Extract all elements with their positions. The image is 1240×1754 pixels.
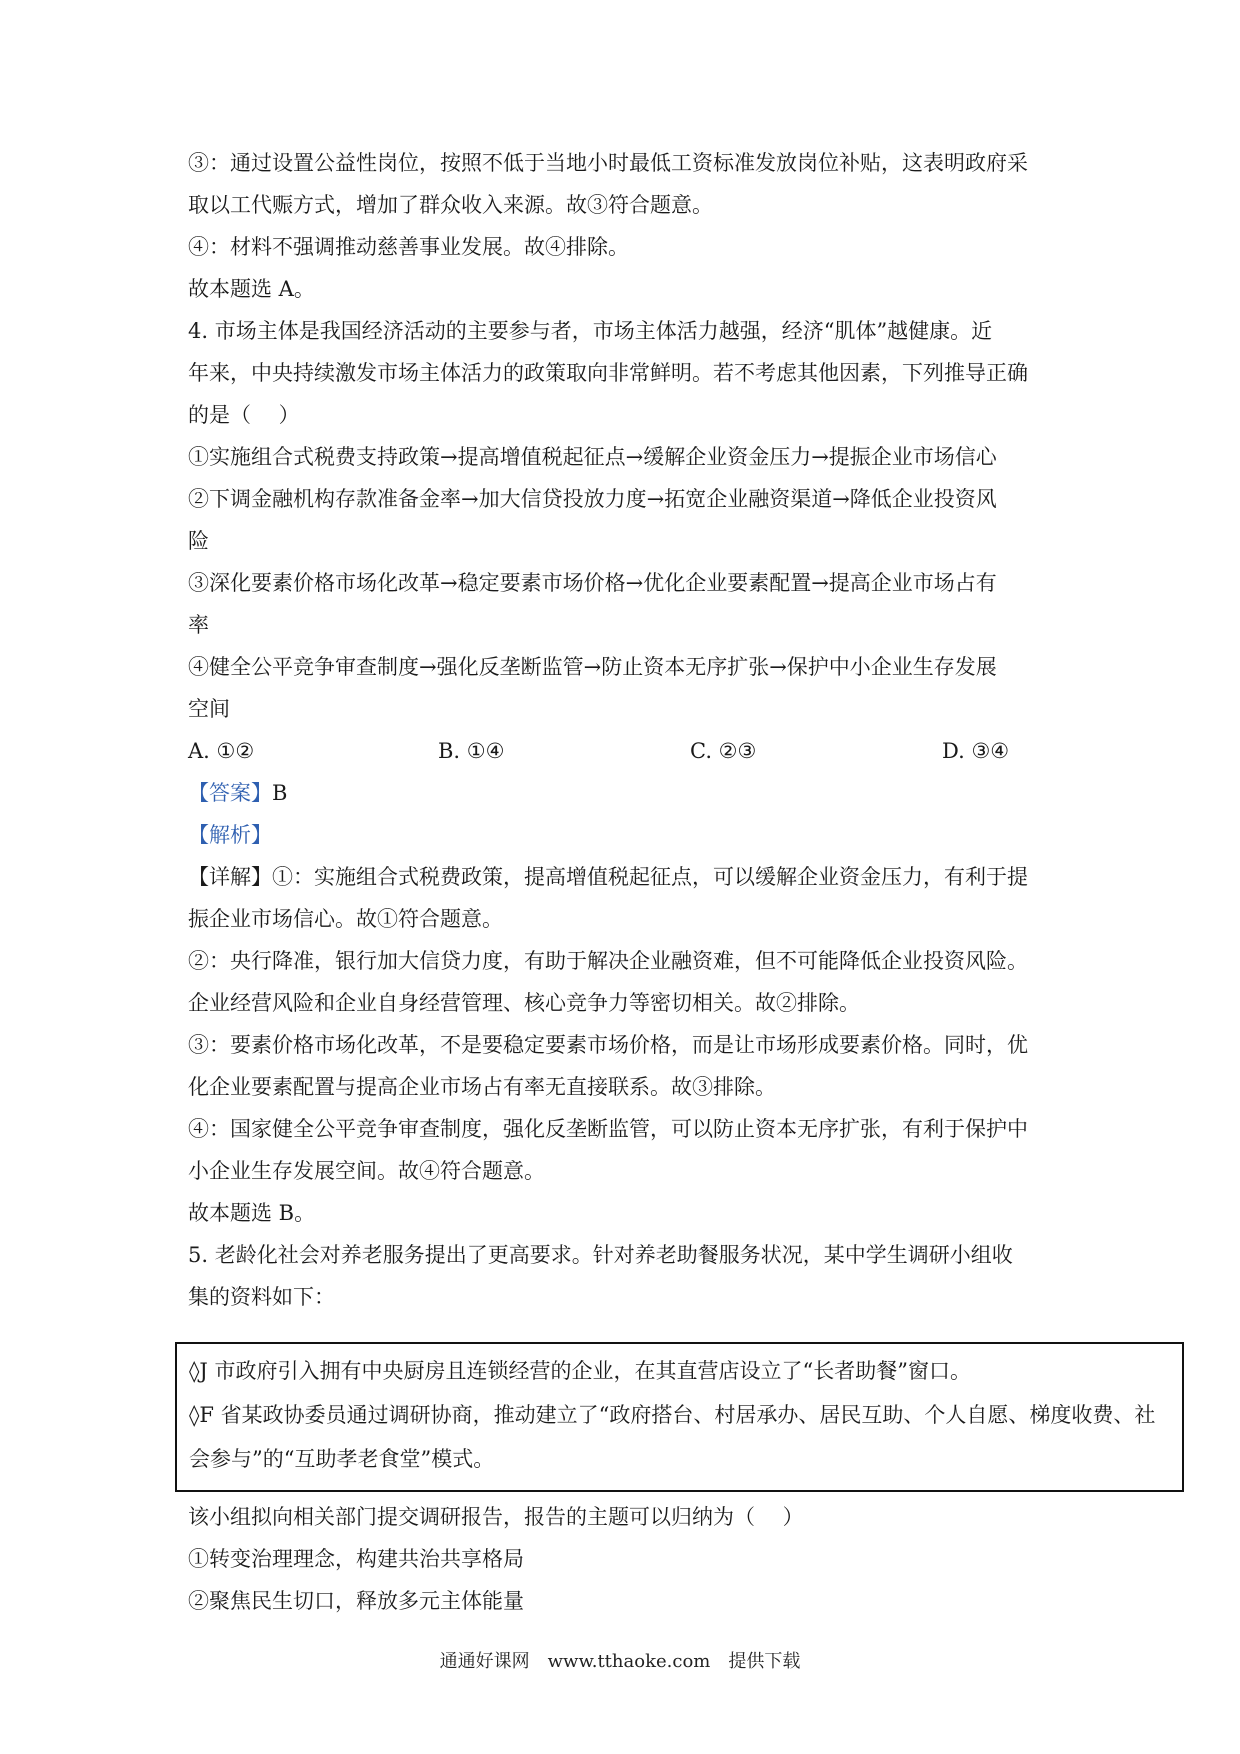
statement-line: ②聚焦民生切口，释放多元主体能量 [188, 1589, 524, 1613]
statement-line: 率 [188, 613, 209, 637]
statement-line: ②下调金融机构存款准备金率→加大信贷投放力度→拓宽企业融资渠道→降低企业投资风 [188, 487, 997, 511]
question-5-line: 5. 老龄化社会对养老服务提出了更高要求。针对养老助餐服务状况，某中学生调研小组收 [188, 1243, 1013, 1267]
detail-line: 化企业要素配置与提高企业市场占有率无直接联系。故③排除。 [188, 1075, 776, 1099]
material-line: 会参与”的“互助孝老食堂”模式。 [189, 1447, 495, 1471]
analysis-tag: 【解析】 [188, 823, 272, 847]
detail-line: ④：国家健全公平竞争审查制度，强化反垄断监管，可以防止资本无序扩张，有利于保护中 [188, 1117, 1028, 1141]
material-line: ◊J 市政府引入拥有中央厨房且连锁经营的企业，在其直营店设立了“长者助餐”窗口。 [189, 1359, 971, 1383]
question-4-line: 的是（ ） [188, 403, 300, 427]
text-line: ④：材料不强调推动慈善事业发展。故④排除。 [188, 235, 629, 259]
text-line: 故本题选 A。 [188, 277, 315, 301]
statement-line: 险 [188, 529, 209, 553]
detail-tag: 【详解】 [188, 865, 272, 889]
detail-line: 振企业市场信心。故①符合题意。 [188, 907, 503, 931]
answer-tag: 【答案】 [188, 781, 272, 805]
option-b: B. ①④ [438, 739, 505, 763]
answer-line [188, 778, 287, 808]
material-line: ◊F 省某政协委员通过调研协商，推动建立了“政府搭台、村居承办、居民互助、个人自愿、梯度收费、社 [189, 1403, 1156, 1427]
text-line: 取以工代赈方式，增加了群众收入来源。故③符合题意。 [188, 193, 713, 217]
text-line: ③：通过设置公益性岗位，按照不低于当地小时最低工资标准发放岗位补贴，这表明政府采 [188, 151, 1028, 175]
option-a: A. ①② [188, 739, 255, 763]
question-5-line: 集的资料如下： [188, 1285, 335, 1309]
detail-text: ①：实施组合式税费政策，提高增值税起征点，可以缓解企业资金压力，有利于提 [272, 865, 1028, 889]
material-box [175, 1342, 1184, 1492]
option-d: D. ③④ [942, 739, 1010, 763]
detail-line: 企业经营风险和企业自身经营管理、核心竞争力等密切相关。故②排除。 [188, 991, 860, 1015]
question-4-line: 4. 市场主体是我国经济活动的主要参与者，市场主体活力越强，经济“肌体”越健康。近 [188, 319, 993, 343]
question-5-line: 该小组拟向相关部门提交调研报告，报告的主题可以归纳为（ ） [188, 1505, 804, 1529]
statement-line: ①转变治理理念，构建共治共享格局 [188, 1547, 524, 1571]
detail-line: ③：要素价格市场化改革，不是要稳定要素市场价格，而是让市场形成要素价格。同时，优 [188, 1033, 1028, 1057]
analysis-line [188, 820, 272, 850]
question-4-line: 年来，中央持续激发市场主体活力的政策取向非常鲜明。若不考虑其他因素，下列推导正确 [188, 361, 1028, 385]
option-c: C. ②③ [690, 739, 757, 763]
statement-line: ③深化要素价格市场化改革→稳定要素市场价格→优化企业要素配置→提高企业市场占有 [188, 571, 997, 595]
statement-line: 空间 [188, 697, 230, 721]
detail-line: 故本题选 B。 [188, 1201, 316, 1225]
page-footer: 通通好课网 www.tthaoke.com 提供下载 [439, 1651, 801, 1672]
answer-value: B [272, 781, 288, 805]
detail-line [188, 862, 1028, 892]
detail-line: ②：央行降准，银行加大信贷力度，有助于解决企业融资难，但不可能降低企业投资风险。 [188, 949, 1028, 973]
statement-line: ④健全公平竞争审查制度→强化反垄断监管→防止资本无序扩张→保护中小企业生存发展 [188, 655, 997, 679]
statement-line: ①实施组合式税费支持政策→提高增值税起征点→缓解企业资金压力→提振企业市场信心 [188, 445, 997, 469]
detail-line: 小企业生存发展空间。故④符合题意。 [188, 1159, 545, 1183]
